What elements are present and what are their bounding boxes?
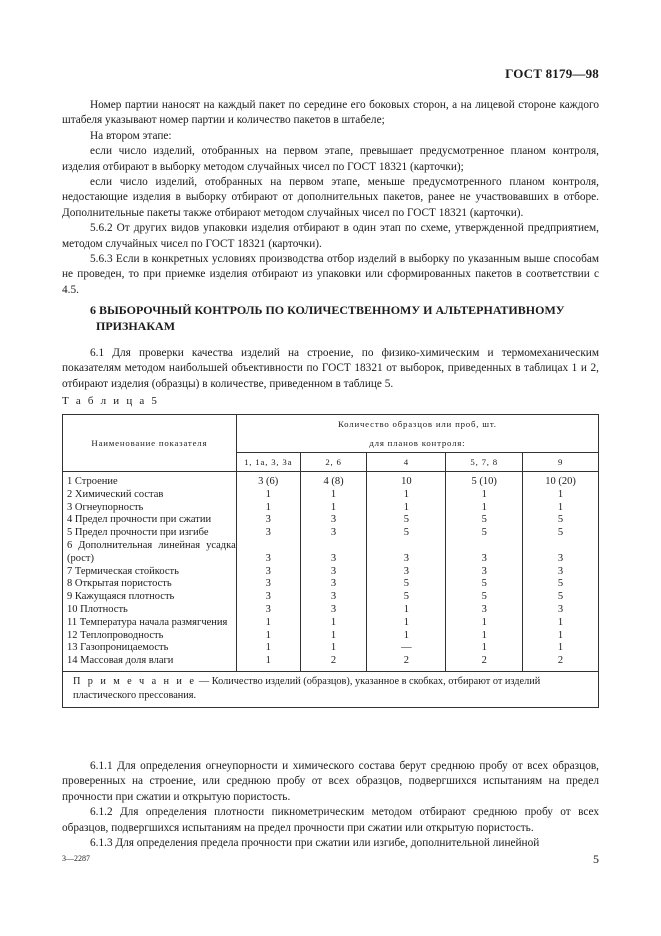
top-text-block [62,98,599,298]
section-heading [90,302,570,334]
value-cell: 3 [523,604,599,617]
table-note [63,671,599,707]
table-row [63,527,599,540]
section-title-line1: 6 ВЫБОРОЧНЫЙ КОНТРОЛЬ ПО КОЛИЧЕСТВЕННОМУ И АЛЬТЕРНАТИВНОМУ [90,303,565,317]
value-cell: 1 [300,630,367,643]
value-cell: 1 [236,655,300,671]
value-cell: 3 [300,604,367,617]
paragraph: 5.6.2 От других видов упаковки изделия отбирают в один этап по схеме, утвержденной предприятием, методом случайных чисел по ГОСТ 18321 (карточки). [62,222,599,250]
value-cell: 1 [300,502,367,515]
value-cell: 5 [446,591,523,604]
paragraph: 5.6.3 Если в конкретных условиях производства отбор изделий в выборку по указанным выше способам не проведен, то при приемке изделия отбирают из упаковки или сформированных пакетов в соответствии с 4.5. [62,253,599,296]
indicator-name-cell: 12 Теплопроводность [63,630,237,643]
value-cell: 3 (6) [236,472,300,489]
paragraph: На втором этапе: [90,129,172,142]
value-cell: 1 [236,642,300,655]
value-cell: 2 [300,655,367,671]
order-code: 3—2287 [62,854,90,863]
value-cell: 3 [236,578,300,591]
indicator-name-cell: 8 Открытая пористость [63,578,237,591]
page-number: 5 [593,852,599,866]
table-caption: Т а б л и ц а 5 [62,395,160,407]
header-plan-column: 2, 6 [300,453,367,472]
value-cell: 1 [446,489,523,502]
indicator-name-cell: 6 Дополнительная линейная усадка (рост) [63,540,237,566]
value-cell: 1 [236,630,300,643]
value-cell: 1 [236,489,300,502]
header-control-plans: для планов контроля: [236,434,598,453]
paragraph: если число изделий, отобранных на первом этапе, превышает предусмотренное планом контроля, изделия отбирают в выборку методом случайных чисел по ГОСТ 18321 (карточки); [62,145,599,173]
value-cell: 4 (8) [300,472,367,489]
table-body [63,472,599,672]
value-cell: 1 [236,617,300,630]
value-cell: 3 [236,566,300,579]
value-cell: 3 [300,540,367,566]
table-row [63,489,599,502]
value-cell: 1 [446,642,523,655]
table-row [63,591,599,604]
indicator-name-cell: 5 Предел прочности при изгибе [63,527,237,540]
value-cell: 2 [446,655,523,671]
value-cell: 3 [300,578,367,591]
standard-code-header: ГОСТ 8179—98 [505,66,599,81]
value-cell: 1 [446,502,523,515]
value-cell: 5 [446,578,523,591]
table-row [63,502,599,515]
note-text: — Количество изделий (образцов), указанное в скобках, отбирают от изделий пластического прессования. [73,675,541,701]
value-cell: 1 [367,630,446,643]
value-cell: 1 [523,489,599,502]
value-cell: 3 [446,566,523,579]
value-cell: 5 [367,527,446,540]
value-cell: 1 [367,617,446,630]
indicator-name-cell: 7 Термическая стойкость [63,566,237,579]
paragraph: 6.1 Для проверки качества изделий на строение, по физико-химическим и термомеханическим показателям методом наибольшей объективности по ГОСТ 18321 от выборок, приведенных в таблицах 1 и 2, отбирают изделия (образцы) в количестве, приведенном в таблице 5. [62,347,599,390]
value-cell: 1 [300,617,367,630]
value-cell: 1 [367,489,446,502]
header-plan-column: 1, 1а, 3, 3а [236,453,300,472]
value-cell: 5 [446,514,523,527]
value-cell: 1 [523,642,599,655]
value-cell: 5 [367,591,446,604]
table-row [63,655,599,671]
paragraph: 6.1.2 Для определения плотности пикнометрическим методом отбирают среднюю пробу от всех образцов, подвергшихся испытаниям на предел прочности при сжатии или открытую пористость. [62,806,599,834]
value-cell: 1 [523,502,599,515]
value-cell: 3 [367,540,446,566]
value-cell: 3 [300,514,367,527]
value-cell: — [367,642,446,655]
value-cell: 3 [523,566,599,579]
section-title-line2: ПРИЗНАКАМ [96,319,176,333]
value-cell: 5 (10) [446,472,523,489]
value-cell: 1 [446,617,523,630]
header-plan-column: 9 [523,453,599,472]
indicator-name-cell: 1 Строение [63,472,237,489]
value-cell: 3 [446,604,523,617]
indicator-name-cell: 14 Массовая доля влаги [63,655,237,671]
value-cell: 1 [446,630,523,643]
table-row [63,630,599,643]
table-row [63,578,599,591]
value-cell: 10 [367,472,446,489]
header-sample-count: Количество образцов или проб, шт. [236,415,598,434]
value-cell: 3 [236,591,300,604]
paragraph: 6.1.3 Для определения предела прочности при сжатии или изгибе, дополнительной линейной [90,837,540,850]
indicator-name-cell: 2 Химический состав [63,489,237,502]
note-label: П р и м е ч а н и е [73,675,197,687]
value-cell: 3 [236,604,300,617]
value-cell: 3 [236,527,300,540]
indicator-name-cell: 13 Газопроницаемость [63,642,237,655]
table-row [63,540,599,566]
value-cell: 1 [300,642,367,655]
value-cell: 5 [523,578,599,591]
header-plan-column: 5, 7, 8 [446,453,523,472]
table-row [63,604,599,617]
indicator-name-cell: 4 Предел прочности при сжатии [63,514,237,527]
value-cell: 5 [523,591,599,604]
paragraph: Номер партии наносят на каждый пакет по середине его боковых сторон, а на лицевой стороне каждого штабеля указывают номер партии и количество пакетов в штабеле; [62,99,599,127]
table-row [63,566,599,579]
value-cell: 1 [367,604,446,617]
value-cell: 3 [300,591,367,604]
header-indicator-name: Наименование показателя [63,415,237,472]
paragraph: если число изделий, отобранных на первом этапе, меньше предусмотренного планом контроля, недостающие изделия в выборку отбирают от дополнительных пакетов, ранее не участвовавших в отборе. Дополнительные пакеты также отбирают методом случайных чисел по ГОСТ 18321 (карточки). [62,176,599,219]
table-row [63,642,599,655]
indicator-name-cell: 10 Плотность [63,604,237,617]
value-cell: 1 [523,630,599,643]
table-row [63,617,599,630]
value-cell: 5 [523,514,599,527]
value-cell: 3 [236,540,300,566]
value-cell: 10 (20) [523,472,599,489]
value-cell: 1 [523,617,599,630]
value-cell: 1 [367,502,446,515]
value-cell: 5 [523,527,599,540]
value-cell: 3 [523,540,599,566]
value-cell: 3 [236,514,300,527]
value-cell: 3 [367,566,446,579]
table-row [63,472,599,489]
sample-count-table [62,414,599,708]
value-cell: 2 [523,655,599,671]
value-cell: 2 [367,655,446,671]
table-row [63,514,599,527]
value-cell: 3 [446,540,523,566]
value-cell: 5 [367,578,446,591]
value-cell: 1 [300,489,367,502]
indicator-name-cell: 11 Температура начала размягчения [63,617,237,630]
indicator-name-cell: 9 Кажущаяся плотность [63,591,237,604]
section-intro-block [62,346,599,392]
value-cell: 5 [367,514,446,527]
bottom-text-block [62,759,599,851]
value-cell: 3 [300,527,367,540]
paragraph: 6.1.1 Для определения огнеупорности и химического состава берут среднюю пробу от всех образцов, проверенных на строение, или среднюю пробу от всех образцов, подвергшихся испытаниям на предел прочности при сжатии и открытую пористость. [62,760,599,803]
value-cell: 3 [300,566,367,579]
header-plan-column: 4 [367,453,446,472]
value-cell: 5 [446,527,523,540]
value-cell: 1 [236,502,300,515]
indicator-name-cell: 3 Огнеупорность [63,502,237,515]
